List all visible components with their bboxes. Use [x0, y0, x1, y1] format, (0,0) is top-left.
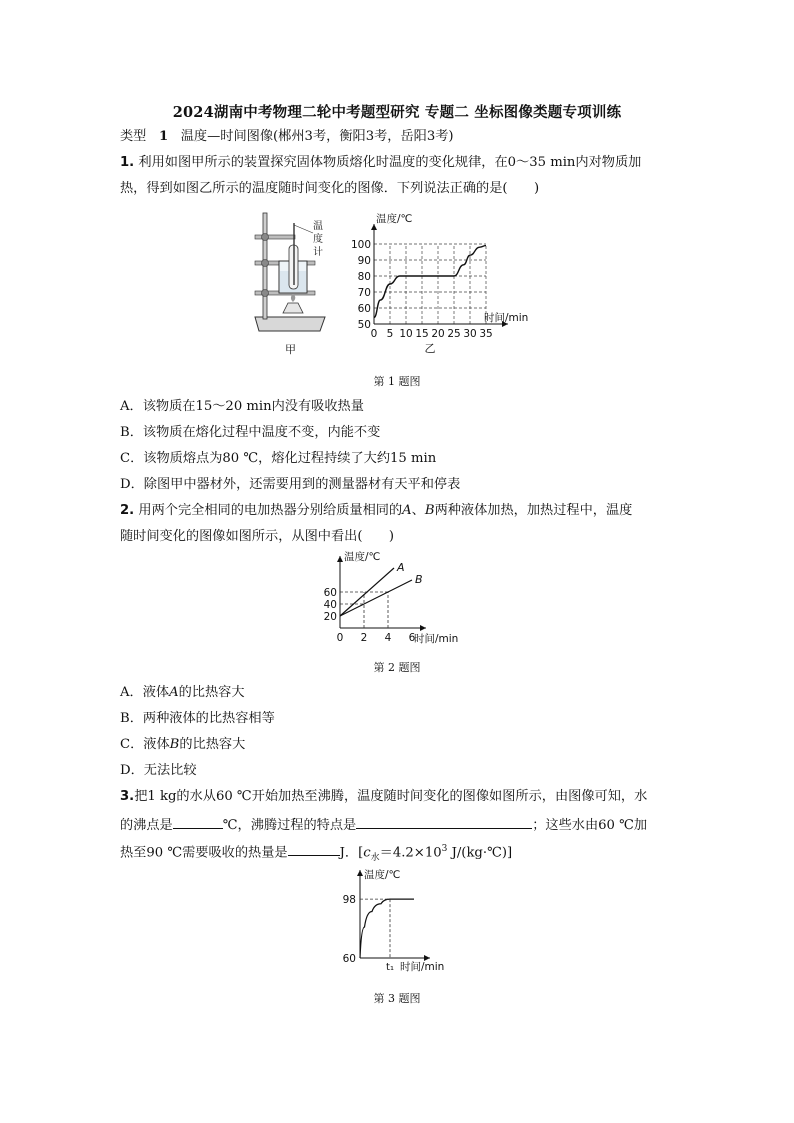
x-tick-label: t₁: [386, 962, 394, 973]
q2-caption: 第 2 题图: [373, 661, 421, 674]
q2-option-b: B．两种液体的比热容相等: [120, 711, 275, 726]
q1-caption: 第 1 题图: [373, 375, 421, 388]
q3-blank-boiling-feature[interactable]: [356, 815, 532, 829]
q3-caption: 第 3 题图: [373, 992, 421, 1005]
thermometer-label-1: 温: [313, 221, 323, 232]
q3-line1: [120, 789, 647, 805]
y-tick-label: 60: [342, 953, 356, 965]
section-heading: [120, 129, 454, 145]
x-tick-label: 10: [399, 328, 413, 340]
fig-yi-label: 乙: [424, 342, 436, 355]
thermometer-label-2: 度: [313, 234, 323, 245]
series-label-B: B: [415, 573, 423, 586]
y-tick-label: 60: [357, 303, 371, 315]
q2-var-b: B: [424, 503, 435, 518]
x-tick-label: 0: [336, 632, 344, 644]
q1-line2: 热，得到如图乙所示的温度随时间变化的图像．下列说法正确的是( ): [120, 181, 540, 196]
y-tick-label: 100: [350, 239, 371, 251]
q1-option-b: B．该物质在熔化过程中温度不变，内能不变: [120, 425, 381, 440]
heating-curve: [360, 899, 414, 958]
q2-line2: 随时间变化的图像如图所示，从图中看出( ): [120, 529, 395, 544]
q3-blank-boiling-point[interactable]: [173, 815, 223, 829]
q2-option-c: C．液体B的比热容大: [120, 737, 246, 752]
type-description: 温度—时间图像(郴州3考，衡阳3考，岳阳3考): [180, 129, 454, 144]
q1-number: 1.: [120, 155, 135, 170]
type-label: 类型: [120, 129, 147, 144]
x-axis-label: 时间/min: [484, 312, 529, 324]
y-tick-label: 90: [357, 255, 371, 267]
q2-text-1a: 用两个完全相同的电加热器分别给质量相同的: [138, 503, 403, 518]
type-number: 1: [158, 129, 169, 144]
x-tick-label: 30: [463, 328, 477, 340]
x-axis-arrow: [420, 625, 426, 631]
y-tick-label: 60: [323, 587, 337, 599]
x-tick-label: 15: [415, 328, 429, 340]
series-label-A: A: [397, 561, 405, 574]
clamp-top: [255, 235, 295, 239]
y-tick-label: 50: [357, 319, 371, 331]
q3-line2: 的沸点是 ℃，沸腾过程的特点是 ；这些水由60 ℃加: [120, 815, 647, 834]
q2-sep: 、: [411, 503, 425, 518]
q2-var-a: A: [402, 503, 412, 518]
q1-option-a: A．该物质在15～20 min内没有吸收热量: [120, 399, 364, 414]
q1-apparatus-figure: [245, 205, 340, 357]
y-axis-arrow: [337, 556, 343, 562]
y-axis-label: 温度/℃: [364, 869, 401, 881]
x-axis-label: 时间/min: [414, 633, 459, 645]
q1-temperature-chart: [344, 208, 554, 360]
y-axis-arrow: [357, 870, 363, 876]
x-tick-label: 4: [384, 632, 392, 644]
melting-curve: [374, 246, 486, 318]
q2-option-a: A．液体A的比热容大: [120, 685, 245, 700]
q1-option-d: D．除图甲中器材外，还需要用到的测量器材有天平和停表: [120, 477, 461, 492]
q3-text-1: 把1 kg的水从60 ℃开始加热至沸腾，温度随时间变化的图像如图所示，由图像可知，水: [134, 789, 648, 804]
fig-jia-label: 甲: [285, 343, 296, 356]
q2-option-d: D．无法比较: [120, 763, 197, 778]
y-tick-label: 40: [323, 599, 337, 611]
x-tick-label: 0: [370, 328, 378, 340]
y-axis-label: 温度/℃: [376, 213, 413, 225]
q1-text-1: 利用如图甲所示的装置探究固体物质熔化时温度的变化规律，在0～35 min内对物质加: [138, 155, 642, 170]
page-title: 2024湖南中考物理二轮中考题型研究 专题二 坐标图像类题专项训练: [172, 104, 622, 121]
q2-line1: [120, 503, 632, 519]
series-line-B: [340, 580, 412, 616]
q3-number: 3.: [120, 789, 135, 804]
x-tick-label: 5: [386, 328, 394, 340]
q3-line3: 热至90 ℃需要吸收的热量是 J．[$c_水=4.2\times 10^3$ J/(kg·℃)]: [120, 844, 513, 864]
q3-temperature-chart: [330, 866, 470, 978]
q2-number: 2.: [120, 503, 135, 518]
x-axis-label: 时间/min: [400, 961, 445, 973]
x-tick-label: 35: [479, 328, 493, 340]
y-tick-label: 70: [357, 287, 371, 299]
y-tick-label: 20: [323, 611, 337, 623]
q2-text-1b: 两种液体加热，加热过程中，温度: [434, 503, 633, 518]
alcohol-lamp: [283, 303, 303, 313]
x-tick-label: 6: [408, 632, 416, 644]
x-tick-label: 2: [360, 632, 368, 644]
q2-temperature-chart: [318, 548, 478, 648]
y-tick-label: 80: [357, 271, 371, 283]
x-tick-label: 25: [447, 328, 461, 340]
y-tick-label: 98: [342, 894, 356, 907]
y-axis-label: 温度/℃: [344, 551, 381, 563]
x-tick-label: 20: [431, 328, 445, 340]
q3-blank-heat[interactable]: [288, 842, 340, 856]
q1-option-c: C．该物质熔点为80 ℃，熔化过程持续了大约15 min: [120, 451, 437, 466]
q1-line1: [120, 155, 641, 171]
thermometer-label-3: 计: [313, 247, 323, 258]
